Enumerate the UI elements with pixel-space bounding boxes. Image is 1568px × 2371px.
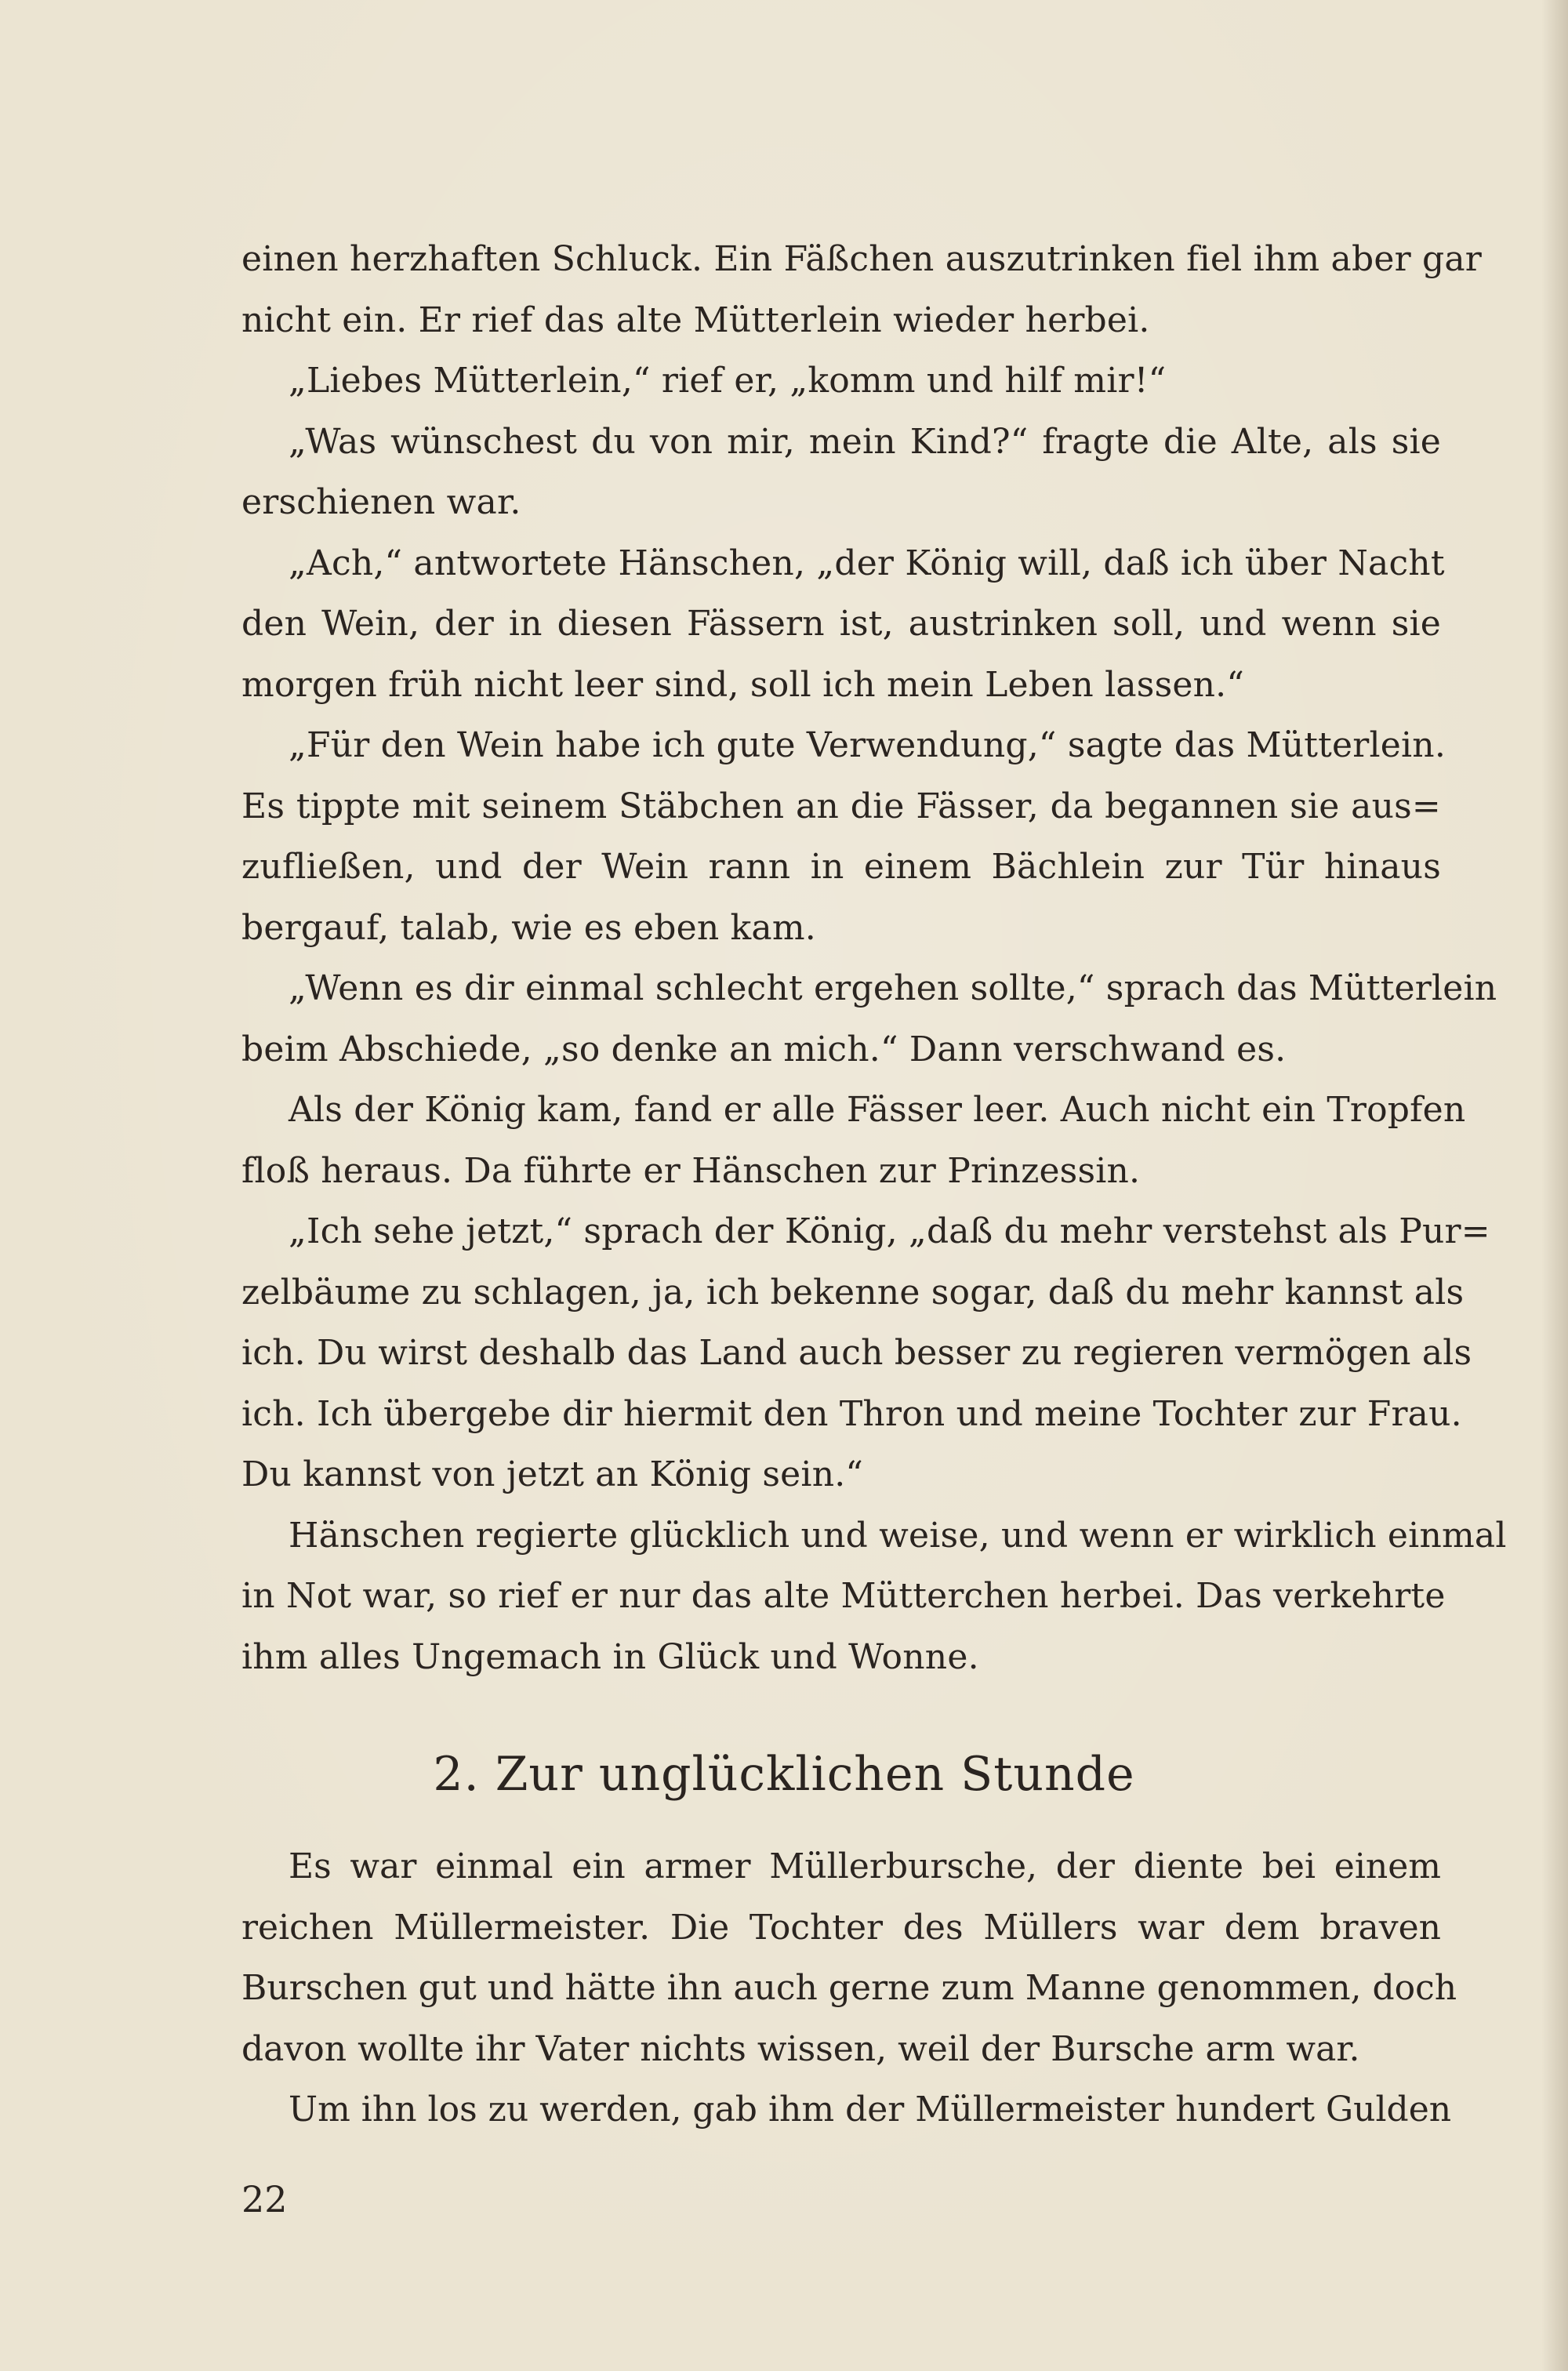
paragraph [241, 412, 1441, 533]
text-line: ich. Ich übergebe dir hiermit den Thron und meine Tochter zur Frau. [241, 1393, 1462, 1434]
paragraph [241, 1201, 1490, 1505]
paragraph [241, 2079, 1452, 2140]
text-line: Es war einmal ein armer Müllerbursche, der diente bei einem [289, 1846, 1441, 1886]
text-line: „Für den Wein habe ich gute Verwendung,“ sagte das Mütterlein. [289, 725, 1446, 765]
text-line: „Ich sehe jetzt,“ sprach der König, „daß du mehr verstehst als Pur= [289, 1211, 1490, 1251]
text-line: ihm alles Ungemach in Glück und Wonne. [241, 1636, 979, 1677]
text-line: in Not war, so rief er nur das alte Mütterchen herbei. Das verkehrte [241, 1576, 1446, 1616]
text-line: floß heraus. Da führte er Hänschen zur Prinzessin. [241, 1150, 1141, 1191]
text-line: den Wein, der in diesen Fässern ist, austrinken soll, und wenn sie [241, 604, 1441, 644]
chapter-heading: 2. Zur unglücklichen Stunde [433, 1747, 1135, 1802]
paragraph [241, 1836, 1457, 2079]
text-line: „Was wünschest du von mir, mein Kind?“ fragte die Alte, als sie [289, 421, 1441, 462]
body-text-bottom [241, 1836, 1457, 2140]
text-line: reichen Müllermeister. Die Tochter des Müllers war dem braven [241, 1907, 1441, 1948]
paragraph [241, 229, 1483, 350]
text-line: nicht ein. Er rief das alte Mütterlein wieder herbei. [241, 300, 1150, 340]
paragraph [241, 1080, 1466, 1201]
text-line: davon wollte ihr Vater nichts wissen, weil der Bursche arm war. [241, 2028, 1360, 2069]
paragraph [241, 533, 1445, 716]
paragraph [241, 1505, 1507, 1688]
text-line: erschienen war. [241, 482, 521, 522]
text-line: Du kannst von jetzt an König sein.“ [241, 1454, 864, 1494]
body-text-top [241, 229, 1507, 1687]
text-line: zufließen, und der Wein rann in einem Bächlein zur Tür hinaus [241, 847, 1441, 887]
paragraph [241, 715, 1446, 958]
page-number: 22 [241, 2178, 288, 2220]
text-line: ich. Du wirst deshalb das Land auch besser zu regieren vermögen als [241, 1333, 1472, 1373]
text-line: einen herzhaften Schluck. Ein Fäßchen auszutrinken fiel ihm aber gar [241, 239, 1483, 279]
text-line: „Ach,“ antwortete Hänschen, „der König will, daß ich über Nacht [289, 543, 1445, 583]
text-line: beim Abschiede, „so denke an mich.“ Dann verschwand es. [241, 1029, 1287, 1069]
text-line: Es tippte mit seinem Stäbchen an die Fässer, da begannen sie aus= [241, 786, 1441, 826]
text-line: Als der König kam, fand er alle Fässer leer. Auch nicht ein Tropfen [289, 1090, 1466, 1130]
text-line: Um ihn los zu werden, gab ihm der Müllermeister hundert Gulden [289, 2090, 1452, 2130]
text-line: bergauf, talab, wie es eben kam. [241, 907, 816, 948]
paragraph [241, 958, 1497, 1080]
text-line: „Wenn es dir einmal schlecht ergehen sollte,“ sprach das Mütterlein [289, 968, 1497, 1008]
text-line: Burschen gut und hätte ihn auch gerne zum Manne genommen, doch [241, 1968, 1457, 2008]
text-line: Hänschen regierte glücklich und weise, und wenn er wirklich einmal [289, 1515, 1507, 1556]
text-line: „Liebes Mütterlein,“ rief er, „komm und hilf mir!“ [289, 361, 1167, 401]
page-edge-shadow [1541, 0, 1568, 2371]
text-line: zelbäume zu schlagen, ja, ich bekenne sogar, daß du mehr kannst als [241, 1272, 1465, 1313]
paragraph [241, 350, 1441, 412]
text-line: morgen früh nicht leer sind, soll ich mein Leben lassen.“ [241, 664, 1245, 705]
